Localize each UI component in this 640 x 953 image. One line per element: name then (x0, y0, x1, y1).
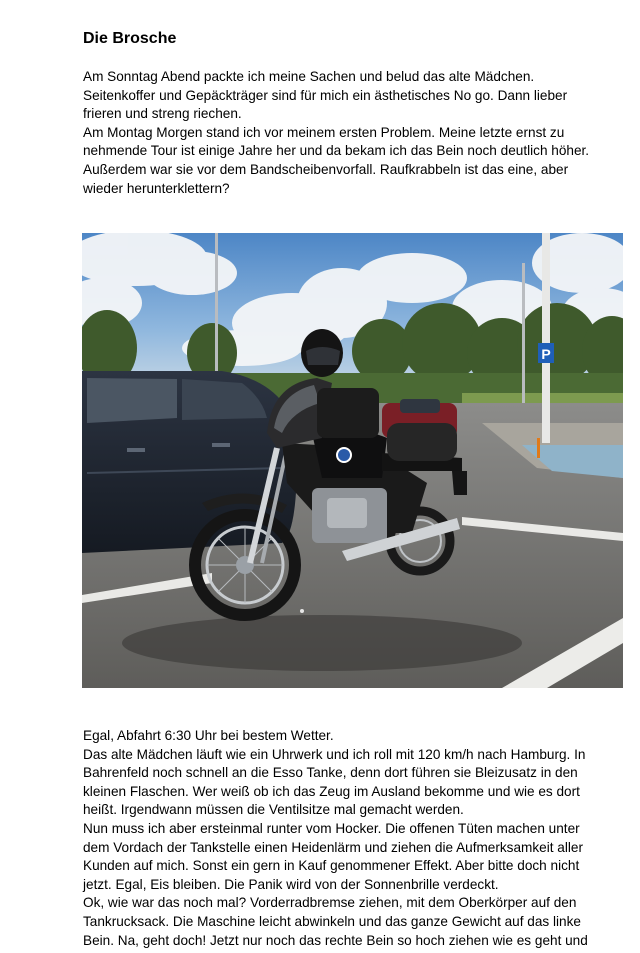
text-line: jetzt. Egal, Eis bleiben. Die Panik wird von der Sonnenbrille verdeckt. (83, 876, 499, 892)
paragraph-story (83, 727, 628, 950)
text-line: Bein. Na, geht doch! Jetzt nur noch das rechte Bein so hoch ziehen wie es geht und (83, 932, 588, 948)
text-line: Kunden auf mich. Sonst ein gern in Kauf genommener Effekt. Aber bitte doch nicht (83, 858, 580, 874)
text-line: Ok, wie war das noch mal? Vorderradbremse ziehen, mit dem Oberkörper auf den (83, 895, 577, 911)
text-line: Am Sonntag Abend packte ich meine Sachen und belud das alte Mädchen. (83, 69, 535, 84)
text-line: wieder herunterklettern? (83, 180, 230, 196)
text-line: Am Montag Morgen stand ich vor meinem ersten Problem. Meine letzte ernst zu (83, 124, 565, 140)
text-line: Das alte Mädchen läuft wie ein Uhrwerk und ich roll mit 120 km/h nach Hamburg. In (83, 746, 586, 762)
text-line: dem Vordach der Tankstelle einen Heidenlärm und ziehen die Aufmerksamkeit aller (83, 839, 583, 855)
parking-sign: P (541, 346, 551, 362)
document-title: Die Brosche (83, 30, 177, 47)
text-line: Egal, Abfahrt 6:30 Uhr bei bestem Wetter. (83, 728, 334, 743)
text-line: Seitenkoffer und Gepäckträger sind für mich ein ästhetisches No go. Dann lieber (83, 87, 568, 103)
paragraph-intro (83, 68, 628, 198)
text-line: frieren und streng riechen. (83, 106, 242, 122)
text-line: Außerdem war sie vor dem Bandscheibenvorfall. Raufkrabbeln ist das eine, aber (83, 161, 569, 177)
text-line: kleinen Flaschen. Wer weiß ob ich das Zeug im Ausland bekomme und wie es dort (83, 783, 580, 799)
text-line: nehmende Tour ist einige Jahre her und da bekam ich das Bein noch deutlich höher. (83, 143, 590, 159)
text-line: Tankrucksack. Die Maschine leicht abwinkeln und das ganze Gewicht auf das linke (83, 913, 581, 929)
text-line: heißt. Irgendwann müssen die Ventilsitze mal gemacht werden. (83, 802, 464, 818)
parked-car (82, 371, 297, 553)
text-line: Nun muss ich aber ersteinmal runter vom Hocker. Die offenen Tüten machen unter (83, 820, 580, 836)
motorcycle-photo (82, 233, 623, 688)
text-line: Bahrenfeld noch schnell an die Esso Tanke, denn dort führen sie Bleizusatz in den (83, 765, 578, 781)
